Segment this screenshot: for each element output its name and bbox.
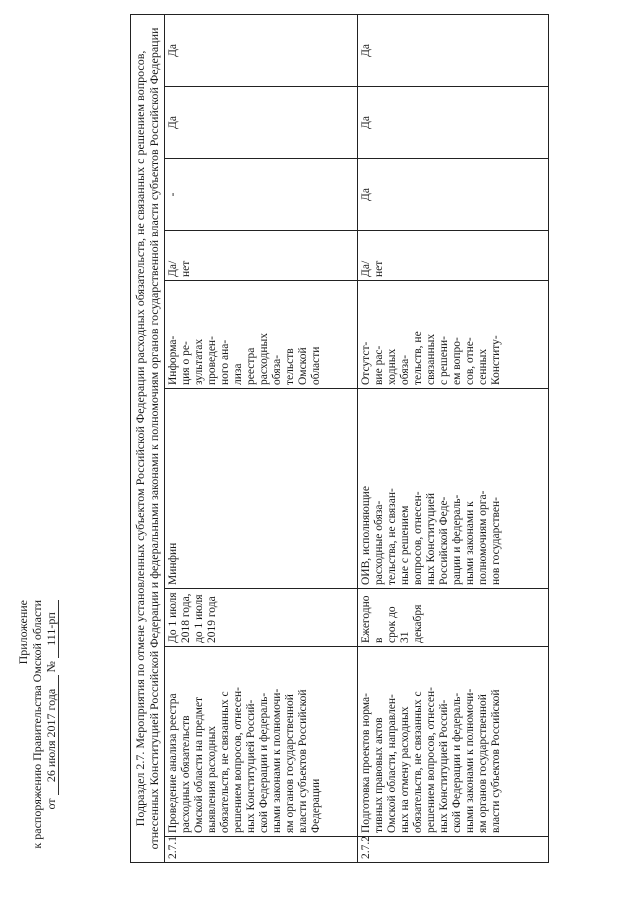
section-heading-row <box>131 14 165 862</box>
value-2019: Да <box>165 14 358 86</box>
expected-result: Информа- ция о ре- зультатах проведен- ного ана- лиза реестра расходных обяза- тельств Омской области <box>165 281 358 389</box>
value-2018: Да <box>165 87 358 159</box>
responsible-executor: ОИВ, исполняющие расходные обяза- тельства, не связан- ные с решением вопросов, отнесен- ных Конституцией Российской Феде- рации и федераль- ными законами к полномочиям орга- нов государствен- <box>358 389 549 589</box>
annex-number-label: № <box>44 661 58 673</box>
measure-name: Подготовка проектов норма- тивных правовых актов Омской области, направлен- ных на отмену расходных обязательств, не связанных с решением вопросов, отнесен- ных Конституцией Россий- ской Федерации и федераль- ными законами к полномочи- ям органов государственной власти субъектов Российской <box>358 647 549 837</box>
expected-result: Отсутст- вие рас- ходных обяза- тельств, не связанных с решени- ем вопро- сов, отне- сенных Конститу- <box>358 281 549 389</box>
measure-term: До 1 июля 2018 года, до 1 июля 2019 года <box>165 589 358 647</box>
section-heading: Подраздел 2.7. Мероприятия по отмене установленных субъектом Российской Федерации расходных обязательств, не связанных с решением вопросов, отнесенных Конституцией Российской Федерации и федеральными законами к полномочиям органов государственной власти субъектов Российской Федерации <box>131 14 165 862</box>
annex-date-row <box>44 600 59 900</box>
measures-table <box>130 14 549 863</box>
measure-name: Проведение анализа реестра расходных обязательств Омской области на предмет выявления расходных обязательств, не связанных с решением вопросов, отнесен- ных Конституцией Россий- ской Федерации и федераль- ными законами к полномочи- ям органов государственной власти субъектов Российской Федерации <box>165 647 358 837</box>
responsible-executor: Минфин <box>165 389 358 589</box>
value-2017: Да <box>358 159 549 231</box>
value-2018: Да <box>358 87 549 159</box>
annex-date: 26 июля 2017 года <box>44 675 59 795</box>
value-2017: - <box>165 159 358 231</box>
table-row <box>358 14 549 862</box>
annex-number: 111-рп <box>44 600 59 658</box>
row-number: 2.7.2 <box>358 837 549 863</box>
annex-line: к распоряжению Правительства Омской области <box>30 600 44 849</box>
table-row <box>165 14 358 862</box>
value-2019: Да <box>358 14 549 86</box>
annex-header <box>16 600 59 900</box>
measure-term: Ежегодно в срок до 31 декабря <box>358 589 549 647</box>
indicator: Да/ нет <box>358 231 549 281</box>
row-number: 2.7.1 <box>165 837 358 863</box>
indicator: Да/ нет <box>165 231 358 281</box>
annex-from-label: от <box>44 798 58 810</box>
annex-title: Приложение <box>16 600 30 665</box>
